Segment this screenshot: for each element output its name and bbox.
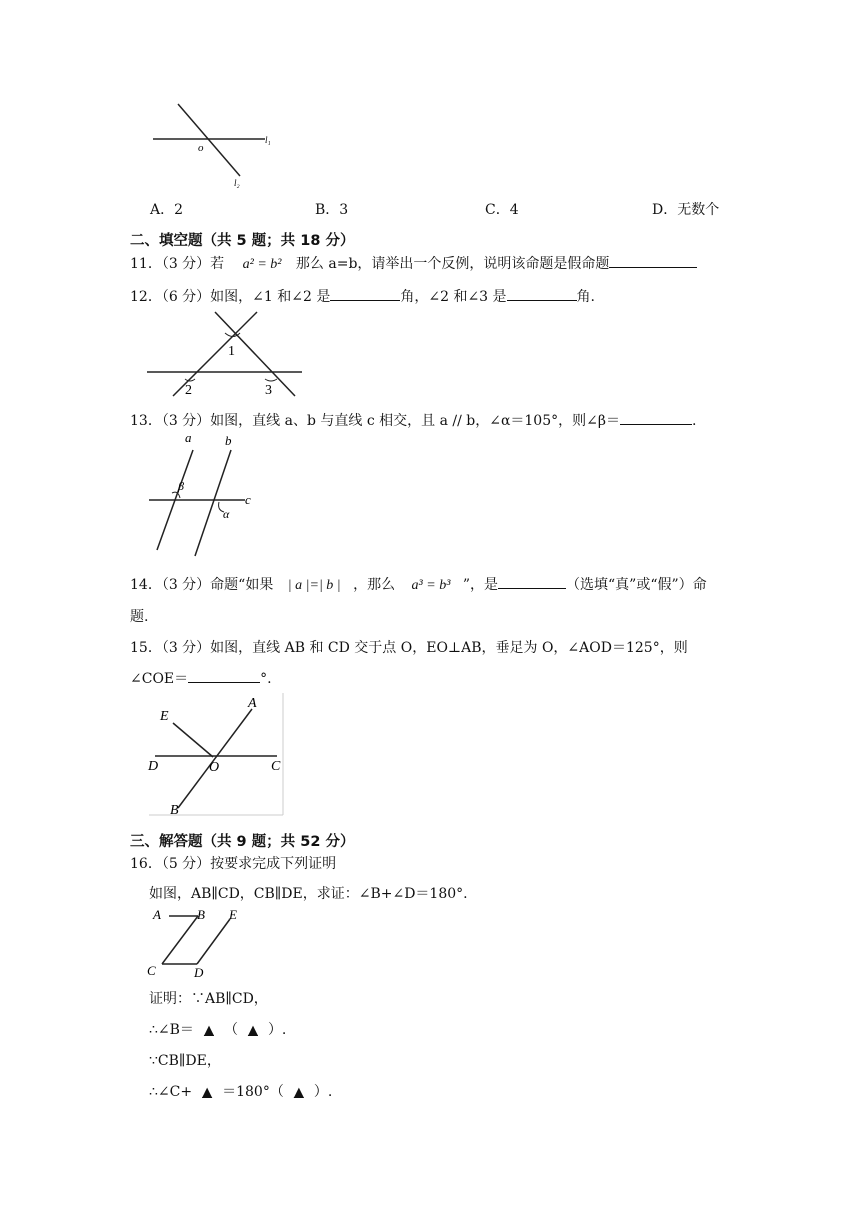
q16-figure: [145, 905, 255, 981]
q14-line2: 题.: [130, 609, 149, 625]
line-ab: [178, 709, 252, 808]
q14-part4: （选填“真”或“假”）命: [566, 577, 707, 593]
q16-line2: 如图，AB∥CD，CB∥DE，求证：∠B+∠D＝180°.: [149, 886, 468, 902]
q16-proof-line2: [149, 1019, 286, 1039]
q11: [130, 253, 697, 273]
section2-title: 二、填空题（共 5 题；共 18 分）: [130, 233, 355, 249]
proof2-part-a: ∴∠B＝: [149, 1022, 194, 1038]
q15-part-a: ∠COE＝: [130, 671, 189, 687]
q15-line2: [130, 668, 272, 688]
q13-part2: .: [691, 413, 697, 429]
point-d-label: D: [148, 759, 159, 774]
option-a: A．2: [150, 202, 184, 218]
option-d: D．无数个: [652, 202, 720, 218]
q15-blank[interactable]: [188, 668, 260, 683]
point-a-label: A: [248, 696, 257, 711]
line-a-label: a: [185, 430, 192, 445]
option-c: C．4: [485, 202, 519, 218]
q12-blank-2[interactable]: [507, 286, 577, 301]
point-o-label: o: [198, 142, 204, 154]
point-e-label: E: [160, 709, 169, 724]
q14-part2: ，那么: [353, 577, 396, 593]
q14-math-2: a³ = b³: [411, 578, 451, 593]
point-d-label: D: [194, 965, 204, 980]
point-a-label: A: [153, 907, 161, 922]
point-e-label: E: [229, 907, 237, 922]
q14-math-1: | a |=| b |: [287, 578, 341, 593]
option-b: B．3: [315, 202, 349, 218]
q14-part3: ”，是: [462, 577, 499, 593]
line-l2: [178, 104, 240, 176]
angle-3-label: 3: [265, 383, 272, 398]
line-b-label: b: [225, 433, 232, 448]
q12-blank-1[interactable]: [330, 286, 400, 301]
q12-part2: 角，∠2 和∠3 是: [400, 289, 507, 305]
q10-figure: [145, 98, 285, 190]
proof4-part-a: ∴∠C+: [149, 1084, 193, 1100]
q15-figure: [145, 693, 287, 818]
line-eo: [173, 723, 213, 757]
segment-de: [197, 919, 230, 964]
angle-alpha-label: α: [223, 507, 230, 521]
line-b: [195, 450, 231, 556]
proof4-part-c: ）.: [313, 1084, 333, 1100]
proof2-part-b: （: [223, 1022, 238, 1038]
point-c-label: C: [147, 963, 156, 978]
q13: [130, 410, 696, 430]
q13-blank[interactable]: [620, 410, 692, 425]
q12-part1: 12．（6 分）如图，∠1 和∠2 是: [130, 289, 331, 305]
q14-blank[interactable]: [498, 574, 566, 589]
point-b-label: B: [197, 907, 205, 922]
q13-figure: [145, 430, 260, 558]
answer-blank-4[interactable]: ▲: [293, 1085, 304, 1100]
segment-bc: [162, 916, 198, 964]
q16-proof-line4: [149, 1081, 332, 1101]
q14: [130, 574, 707, 594]
line-c-label: c: [245, 492, 251, 507]
q15-part-b: °.: [260, 671, 272, 687]
q11-prefix: 11．（3 分）若: [130, 256, 225, 272]
q16-proof-line3: ∵CB∥DE，: [149, 1053, 221, 1069]
angle-2-label: 2: [185, 383, 192, 398]
q12: [130, 286, 595, 306]
angle-1-label: 1: [228, 344, 235, 359]
answer-blank-2[interactable]: ▲: [247, 1023, 258, 1038]
point-o-label: O: [209, 760, 220, 775]
q11-suffix: 那么 a=b，请举出一个反例，说明该命题是假命题: [295, 256, 610, 272]
label-l1: l₁: [265, 135, 271, 145]
label-l2: l₂: [234, 178, 240, 188]
q12-figure: [145, 310, 305, 398]
q16-line1: 16．（5 分）按要求完成下列证明: [130, 856, 337, 872]
q12-part3: 角.: [576, 289, 595, 305]
point-c-label: C: [271, 759, 281, 774]
q13-part1: 13．（3 分）如图，直线 a、b 与直线 c 相交，且 a ∕∕ b，∠α＝105°，则∠β＝: [130, 413, 620, 429]
q14-part1: 14．（3 分）命题“如果: [130, 577, 274, 593]
angle-beta-label: β: [178, 479, 184, 493]
answer-blank-1[interactable]: ▲: [203, 1023, 214, 1038]
point-b-label: B: [170, 803, 179, 818]
q15-line1: 15．（3 分）如图，直线 AB 和 CD 交于点 O，EO⊥AB，垂足为 O，∠AOD＝125°，则: [130, 640, 688, 656]
q11-math: a² = b²: [242, 257, 282, 272]
line-right: [215, 312, 295, 396]
q11-blank[interactable]: [609, 253, 697, 268]
answer-blank-3[interactable]: ▲: [202, 1085, 213, 1100]
proof2-part-c: ）.: [267, 1022, 287, 1038]
proof4-part-b: ＝180°（: [222, 1084, 284, 1100]
section3-title: 三、解答题（共 9 题；共 52 分）: [130, 834, 355, 850]
q16-proof-line1: 证明：∵AB∥CD，: [149, 991, 268, 1007]
